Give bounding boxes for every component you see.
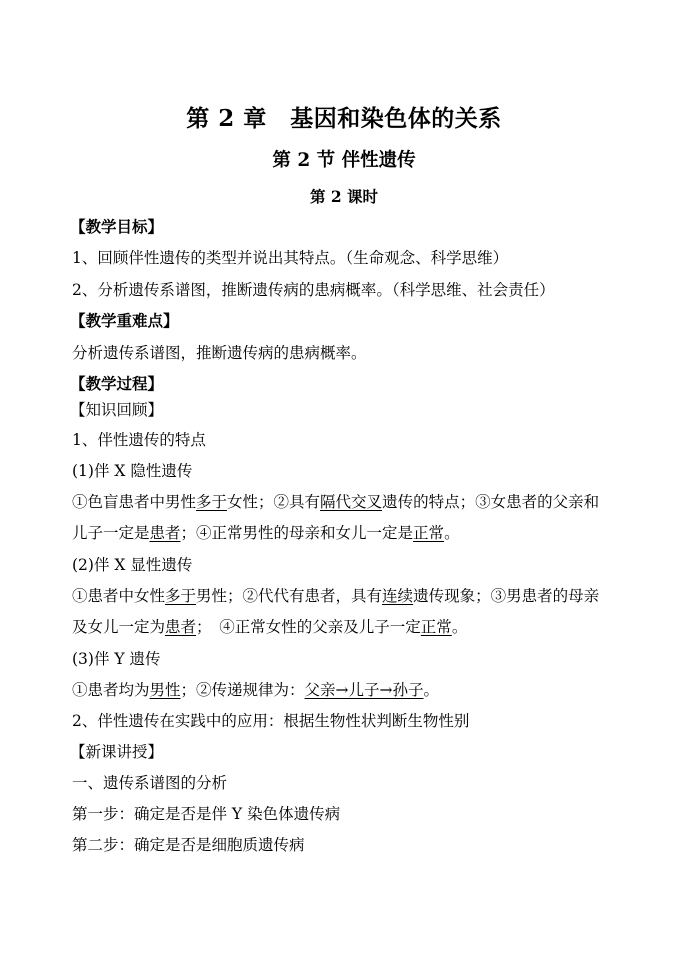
text-segment: 。 [423, 681, 440, 699]
underlined-answer: 患者 [165, 618, 197, 636]
underlined-answer: 正常 [420, 618, 452, 636]
underlined-answer: 患者 [149, 524, 181, 542]
key-points-heading: 【教学重难点】 [70, 311, 179, 330]
review-point-1: 1、伴性遗传的特点 [72, 431, 206, 449]
x-dominant-heading: (2)伴 X 显性遗传 [72, 556, 193, 574]
underlined-answer: 父亲→儿子→孙子 [304, 681, 424, 699]
x-recessive-heading: (1)伴 X 隐性遗传 [72, 462, 193, 480]
x-recessive-line-1 [72, 492, 599, 512]
underlined-answer: 连续 [382, 587, 414, 605]
step-1: 第一步：确定是否是伴 Y 染色体遗传病 [72, 805, 341, 823]
objective-item-1: 1、回顾伴性遗传的类型并说出其特点。（生命观念、科学思维） [72, 249, 509, 267]
objective-item-2: 2、分析遗传系谱图，推断遗传病的患病概率。（科学思维、社会责任） [72, 281, 555, 299]
text-segment: 遗传现象；③男患者的母亲 [413, 587, 600, 605]
lesson-label: 第 2 课时 [309, 187, 379, 206]
text-segment: ①色盲患者中男性 [72, 493, 197, 511]
y-linked-heading: (3)伴 Y 遗传 [72, 650, 161, 668]
chapter-title: 第 2 章 基因和染色体的关系 [186, 105, 502, 132]
text-segment: ；④正常男性的母亲和女儿一定是 [180, 524, 414, 542]
section-1-heading: 一、遗传系谱图的分析 [72, 774, 228, 792]
underlined-answer: 正常 [413, 524, 445, 542]
review-point-2: 2、伴性遗传在实践中的应用：根据生物性状判断生物性别 [72, 712, 470, 730]
text-segment: ①患者中女性 [72, 587, 166, 605]
text-segment: ①患者均为 [72, 681, 150, 699]
text-segment: 。 [444, 524, 460, 542]
text-segment: 。 [451, 618, 468, 636]
text-segment: ； ④正常女性的父亲及儿子一定 [196, 618, 421, 636]
process-heading: 【教学过程】 [70, 374, 164, 393]
text-segment: 遗传的特点；③女患者的父亲和 [382, 493, 600, 511]
section-title: 第 2 节 伴性遗传 [272, 150, 416, 171]
text-segment: 及女儿一定为 [72, 618, 166, 636]
x-recessive-line-2 [72, 523, 460, 543]
x-dominant-line-1 [72, 586, 599, 606]
underlined-answer: 多于 [196, 493, 228, 511]
step-2: 第二步：确定是否是细胞质遗传病 [72, 836, 305, 854]
review-heading: 【知识回顾】 [70, 401, 164, 419]
text-segment: ；②传递规律为： [180, 681, 305, 699]
underlined-answer: 隔代交叉 [320, 493, 383, 511]
text-segment: 女性；②具有 [227, 493, 321, 511]
objectives-heading: 【教学目标】 [70, 217, 164, 236]
new-lesson-heading: 【新课讲授】 [70, 743, 164, 761]
x-dominant-line-2 [72, 617, 467, 637]
key-points-text: 分析遗传系谱图，推断遗传病的患病概率。 [72, 344, 367, 362]
text-segment: 儿子一定是 [72, 524, 150, 542]
text-segment: 男性；②代代有患者，具有 [196, 587, 383, 605]
y-linked-line [72, 680, 439, 700]
underlined-answer: 男性 [149, 681, 181, 699]
underlined-answer: 多于 [165, 587, 197, 605]
